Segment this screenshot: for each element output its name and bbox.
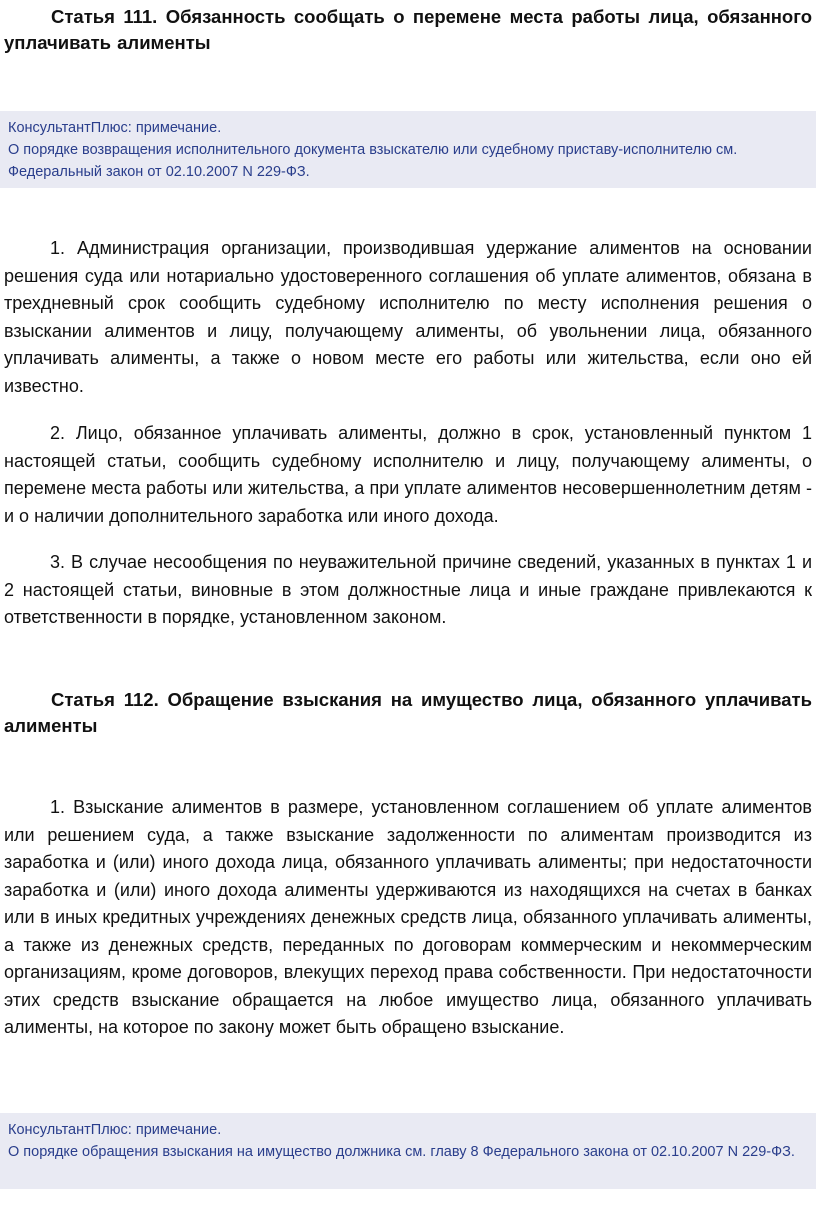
article-112-paragraph-1: 1. Взыскание алиментов в размере, установленном соглашением об уплате алиментов или решением суда, а также взыскание задолженности по алиментам производится из заработка и (или) иного дохода лица, обязанного уплачивать алименты; при недостаточности заработка и (или) иного дохода алименты удерживаются из находящихся на счетах в банках или в иных кредитных учреждениях денежных средств лица, обязанного уплачивать алименты, а также из денежных средств, переданных по договорам коммерческим и некоммерческим организациям, кроме договоров, влекущих переход права собственности. При недостаточности этих средств взыскание обращается на любое имущество лица, обязанного уплачивать алименты, на которое по закону может быть обращено взыскание. <box>4 797 812 1037</box>
note-text: О порядке обращения взыскания на имущество должника см. главу 8 Федерального закона от 02.10.2007 N 229-ФЗ. <box>8 1144 795 1160</box>
article-111-paragraph-2: 2. Лицо, обязанное уплачивать алименты, должно в срок, установленный пунктом 1 настоящей статьи, сообщить судебному исполнителю и лицу, получающему алименты, о перемене места работы или жительства, а при уплате алиментов несовершеннолетним детям - и о наличии дополнительного заработка или иного дохода. <box>4 423 812 526</box>
note-header: КонсультантПлюс: примечание. <box>8 120 222 136</box>
article-112-title: Статья 112. Обращение взыскания на имущество лица, обязанного уплачивать алименты <box>4 689 812 736</box>
article-111-paragraph-3: 3. В случае несообщения по неуважительной причине сведений, указанных в пунктах 1 и 2 настоящей статьи, виновные в этом должностные лица и иные граждане привлекаются к ответственности в порядке, установленном законом. <box>4 552 812 627</box>
consultant-note-112 <box>0 1113 816 1189</box>
note-header: КонсультантПлюс: примечание. <box>8 1122 222 1138</box>
consultant-note-111 <box>0 111 816 188</box>
article-111-title: Статья 111. Обязанность сообщать о перемене места работы лица, обязанного уплачивать алименты <box>4 6 812 53</box>
article-111-paragraph-1: 1. Администрация организации, производившая удержание алиментов на основании решения суда или нотариально удостоверенного соглашения об уплате алиментов, обязана в трехдневный срок сообщить судебному исполнителю по месту исполнения решения о взыскании алиментов и лицу, получающему алименты, об увольнении лица, обязанного уплачивать алименты, а также о новом месте его работы или жительства, если оно ей известно. <box>4 238 812 396</box>
note-text: О порядке возвращения исполнительного документа взыскателю или судебному приставу-исполнителю см. Федеральный закон от 02.10.2007 N 229-ФЗ. <box>8 142 738 180</box>
